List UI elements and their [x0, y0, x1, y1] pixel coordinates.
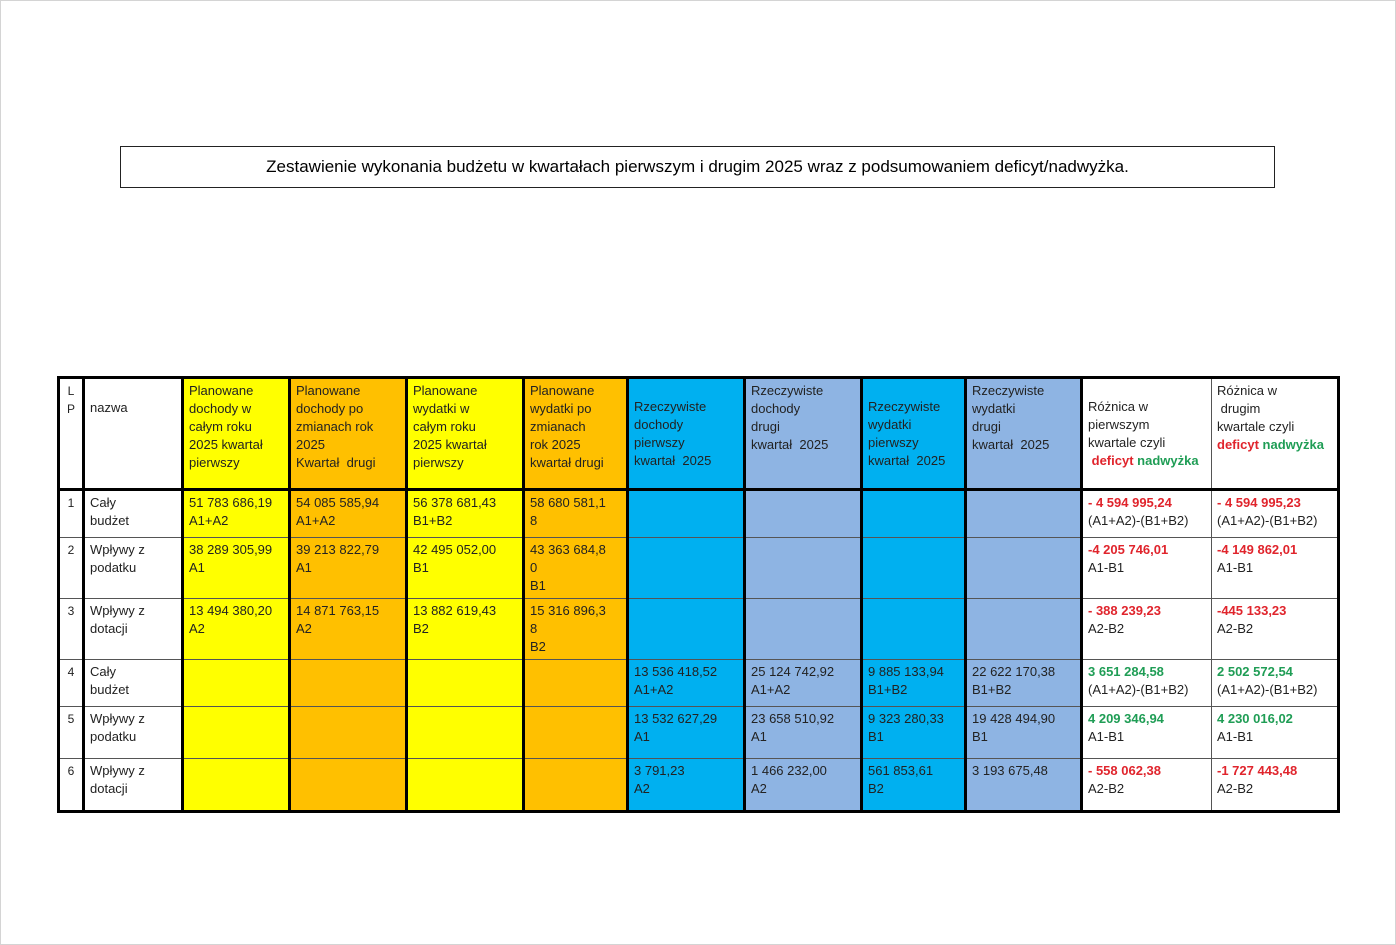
cell-actual-expenses-q1 — [862, 599, 966, 660]
cell-text: 8 — [530, 513, 538, 528]
header-line: całym roku — [413, 419, 476, 434]
cell-text: 13 882 619,43 — [413, 603, 497, 618]
row-name — [84, 660, 183, 707]
header-actual-expenses-q1 — [862, 378, 966, 490]
cell-difference-q1 — [1082, 538, 1212, 599]
cell-text: 3 791,23 — [634, 763, 685, 778]
cell-planned-income-q1 — [183, 707, 290, 759]
row-number — [59, 599, 84, 660]
header-planned-income-q2 — [290, 378, 407, 490]
header-line: Rzeczywiste — [972, 383, 1045, 398]
cell-text: B1 — [413, 560, 429, 575]
header-actual-expenses-q2 — [966, 378, 1082, 490]
cell-text: A1+A2 — [296, 513, 336, 528]
header-line: kwartał 2025 — [634, 452, 712, 468]
cell-actual-expenses-q1 — [862, 660, 966, 707]
cell-actual-expenses-q1 — [862, 707, 966, 759]
cell-difference-q2 — [1212, 490, 1339, 538]
cell-text: 54 085 585,94 — [296, 495, 380, 510]
header-nazwa: nazwa — [84, 378, 183, 490]
header-line: rok 2025 — [530, 437, 581, 452]
cell-text: 58 680 581,1 — [530, 495, 606, 510]
table-row — [59, 538, 1339, 599]
cell-difference-q1 — [1082, 707, 1212, 759]
cell-text: 4 — [67, 665, 75, 679]
cell-text: B1 — [972, 729, 988, 744]
header-line: wydatki po — [530, 401, 592, 416]
cell-actual-expenses-q2 — [966, 707, 1082, 759]
row-number — [59, 538, 84, 599]
cell-text: 13 532 627,29 — [634, 711, 718, 726]
cell-text: 3 651 284,58 — [1088, 664, 1164, 679]
row-name — [84, 707, 183, 759]
cell-text: dotacji — [90, 621, 128, 636]
cell-actual-income-q1 — [628, 538, 745, 599]
header-line: Planowane — [530, 383, 595, 398]
cell-text: 14 871 763,15 — [296, 603, 380, 618]
cell-text: -4 205 746,01 — [1088, 542, 1169, 557]
cell-actual-expenses-q2 — [966, 599, 1082, 660]
cell-text: Wpływy z — [90, 763, 145, 778]
cell-text: 13 494 380,20 — [189, 603, 273, 618]
cell-text: (A1+A2)-(B1+B2) — [1217, 513, 1318, 528]
header-line: Kwartał drugi — [296, 455, 376, 470]
header-line: drugi — [972, 419, 1001, 434]
cell-text: Wpływy z — [90, 711, 145, 726]
cell-actual-expenses-q2 — [966, 660, 1082, 707]
cell-text: dotacji — [90, 781, 128, 796]
cell-text: 2 502 572,54 — [1217, 664, 1293, 679]
cell-difference-q2 — [1212, 759, 1339, 812]
cell-text: 19 428 494,90 — [972, 711, 1056, 726]
row-number — [59, 707, 84, 759]
cell-text: A1-B1 — [1088, 729, 1125, 744]
cell-planned-expenses-q2 — [524, 759, 628, 812]
cell-text: A2 — [189, 621, 205, 636]
cell-planned-expenses-q2 — [524, 660, 628, 707]
cell-text: 23 658 510,92 — [751, 711, 835, 726]
cell-text: budżet — [90, 682, 130, 697]
cell-text: podatku — [90, 560, 137, 575]
header-line: dochody — [634, 416, 684, 432]
cell-text: Cały — [90, 495, 117, 510]
header-line: pierwszy — [413, 455, 464, 470]
cell-difference-q2 — [1212, 660, 1339, 707]
cell-actual-expenses-q2 — [966, 759, 1082, 812]
cell-planned-expenses-q2 — [524, 599, 628, 660]
cell-text: 0 — [530, 560, 538, 575]
header-planned-income-q1 — [183, 378, 290, 490]
header-line: Planowane — [189, 383, 254, 398]
cell-text: - 4 594 995,23 — [1217, 495, 1301, 510]
cell-text: A1-B1 — [1217, 560, 1254, 575]
row-number — [59, 759, 84, 812]
header-difference-q2: Różnica w drugim kwartale czyli deficyt nadwyżka — [1212, 378, 1339, 490]
cell-text: B2 — [530, 639, 546, 654]
header-line: kwartał 2025 — [751, 437, 829, 452]
cell-text: 43 363 684,8 — [530, 542, 606, 557]
cell-actual-expenses-q2 — [966, 490, 1082, 538]
cell-actual-income-q2 — [745, 490, 862, 538]
cell-difference-q1 — [1082, 599, 1212, 660]
row-name — [84, 759, 183, 812]
header-actual-income-q2 — [745, 378, 862, 490]
header-line: kwartał 2025 — [972, 437, 1050, 452]
header-line: kwartał drugi — [530, 455, 604, 470]
cell-text: 22 622 170,38 — [972, 664, 1056, 679]
cell-actual-expenses-q1 — [862, 490, 966, 538]
cell-planned-expenses-q1 — [407, 538, 524, 599]
cell-planned-expenses-q1 — [407, 490, 524, 538]
cell-planned-income-q1 — [183, 660, 290, 707]
cell-text: B1+B2 — [413, 513, 453, 528]
header-planned-expenses-q2 — [524, 378, 628, 490]
cell-planned-income-q1 — [183, 490, 290, 538]
cell-text: A1 — [296, 560, 312, 575]
surplus-label: nadwyżka — [1137, 452, 1199, 468]
cell-text: 15 316 896,3 — [530, 603, 606, 618]
cell-text: A2-B2 — [1217, 621, 1254, 636]
table-row — [59, 660, 1339, 707]
cell-text: B1+B2 — [868, 682, 908, 697]
table-row — [59, 759, 1339, 812]
cell-planned-expenses-q1 — [407, 707, 524, 759]
cell-text: A1-B1 — [1217, 729, 1254, 744]
cell-text: 561 853,61 — [868, 763, 934, 778]
budget-table-container — [57, 376, 1340, 813]
header-difference-q1: Różnica w pierwszym kwartale czyli deficyt nadwyżka — [1082, 378, 1212, 490]
cell-actual-expenses-q2 — [966, 538, 1082, 599]
header-line: pierwszy — [634, 434, 685, 450]
cell-text: -445 133,23 — [1217, 603, 1287, 618]
cell-text: (A1+A2)-(B1+B2) — [1088, 682, 1189, 697]
header-line: Rzeczywiste — [868, 398, 941, 414]
cell-planned-expenses-q1 — [407, 660, 524, 707]
cell-text: A1+A2 — [634, 682, 674, 697]
cell-text: 4 230 016,02 — [1217, 711, 1293, 726]
cell-actual-income-q1 — [628, 660, 745, 707]
cell-planned-income-q1 — [183, 759, 290, 812]
cell-text: A1-B1 — [1088, 560, 1125, 575]
header-line: dochody — [751, 401, 801, 416]
cell-text: Wpływy z — [90, 603, 145, 618]
cell-difference-q1 — [1082, 759, 1212, 812]
cell-text: A2-B2 — [1088, 621, 1125, 636]
cell-planned-income-q2 — [290, 707, 407, 759]
cell-text: - 558 062,38 — [1088, 763, 1162, 778]
cell-planned-income-q1 — [183, 538, 290, 599]
header-line: wydatki — [868, 416, 912, 432]
header-line: Planowane — [413, 383, 478, 398]
header-line: zmianach rok — [296, 419, 374, 434]
cell-text: 6 — [67, 764, 75, 778]
table-row — [59, 707, 1339, 759]
cell-text: Wpływy z — [90, 542, 145, 557]
cell-difference-q2 — [1212, 538, 1339, 599]
header-line: kwartał 2025 — [868, 452, 946, 468]
cell-text: 3 193 675,48 — [972, 763, 1048, 778]
cell-planned-income-q2 — [290, 538, 407, 599]
cell-text: B2 — [413, 621, 429, 636]
cell-text: B1 — [530, 578, 546, 593]
cell-planned-income-q2 — [290, 490, 407, 538]
cell-planned-income-q2 — [290, 759, 407, 812]
cell-text: (A1+A2)-(B1+B2) — [1088, 513, 1189, 528]
row-name — [84, 599, 183, 660]
header-line: wydatki w — [413, 401, 470, 416]
cell-text: 51 783 686,19 — [189, 495, 273, 510]
header-line: Rzeczywiste — [751, 383, 824, 398]
cell-text: A2 — [296, 621, 312, 636]
cell-text: podatku — [90, 729, 137, 744]
cell-text: -1 727 443,48 — [1217, 763, 1298, 778]
row-name — [84, 538, 183, 599]
header-line: 2025 — [296, 437, 325, 452]
cell-text: B1 — [868, 729, 884, 744]
cell-text: -4 149 862,01 — [1217, 542, 1298, 557]
row-name — [84, 490, 183, 538]
cell-text: 42 495 052,00 — [413, 542, 497, 557]
cell-text: 56 378 681,43 — [413, 495, 497, 510]
cell-text: 3 — [67, 604, 75, 618]
cell-actual-income-q2 — [745, 707, 862, 759]
cell-text: A1 — [751, 729, 767, 744]
cell-actual-expenses-q1 — [862, 538, 966, 599]
cell-actual-income-q2 — [745, 660, 862, 707]
cell-planned-expenses-q2 — [524, 490, 628, 538]
deficit-label: deficyt — [1091, 452, 1134, 468]
cell-actual-income-q2 — [745, 599, 862, 660]
cell-difference-q1 — [1082, 490, 1212, 538]
header-line: drugi — [751, 419, 780, 434]
cell-actual-income-q1 — [628, 759, 745, 812]
cell-difference-q2 — [1212, 707, 1339, 759]
row-number — [59, 660, 84, 707]
cell-text: 1 466 232,00 — [751, 763, 827, 778]
header-line: 2025 kwartał — [189, 437, 263, 452]
cell-actual-income-q1 — [628, 490, 745, 538]
cell-planned-income-q1 — [183, 599, 290, 660]
cell-text: 38 289 305,99 — [189, 542, 273, 557]
table-row — [59, 599, 1339, 660]
cell-planned-expenses-q1 — [407, 759, 524, 812]
cell-text: 8 — [530, 621, 538, 636]
cell-actual-income-q1 — [628, 599, 745, 660]
cell-difference-q2 — [1212, 599, 1339, 660]
cell-text: B1+B2 — [972, 682, 1012, 697]
cell-actual-expenses-q1 — [862, 759, 966, 812]
table-row — [59, 490, 1339, 538]
header-planned-expenses-q1 — [407, 378, 524, 490]
cell-text: (A1+A2)-(B1+B2) — [1217, 682, 1318, 697]
header-actual-income-q1 — [628, 378, 745, 490]
deficit-label: deficyt — [1217, 437, 1259, 452]
cell-planned-income-q2 — [290, 599, 407, 660]
header-line: dochody po — [296, 401, 364, 416]
surplus-label: nadwyżka — [1262, 437, 1324, 452]
header-line: pierwszy — [868, 434, 919, 450]
cell-text: 39 213 822,79 — [296, 542, 380, 557]
page-title-text: Zestawienie wykonania budżetu w kwartałach pierwszym i drugim 2025 wraz z podsumowaniem deficyt/nadwyżka. — [266, 157, 1129, 176]
cell-text: 25 124 742,92 — [751, 664, 835, 679]
cell-text: 5 — [67, 712, 75, 726]
header-lp: L P — [59, 378, 84, 490]
cell-text: A1 — [634, 729, 650, 744]
cell-actual-income-q2 — [745, 538, 862, 599]
cell-text: A2-B2 — [1217, 781, 1254, 796]
cell-difference-q1 — [1082, 660, 1212, 707]
cell-text: 13 536 418,52 — [634, 664, 718, 679]
header-line: 2025 kwartał — [413, 437, 487, 452]
cell-text: Cały — [90, 664, 117, 679]
cell-planned-expenses-q1 — [407, 599, 524, 660]
header-line: całym roku — [189, 419, 252, 434]
row-number — [59, 490, 84, 538]
cell-text: 2 — [67, 543, 75, 557]
cell-text: B2 — [868, 781, 884, 796]
cell-text: A1+A2 — [189, 513, 229, 528]
cell-actual-income-q1 — [628, 707, 745, 759]
cell-text: A2 — [634, 781, 650, 796]
cell-planned-income-q2 — [290, 660, 407, 707]
budget-table — [57, 376, 1340, 813]
header-line: Rzeczywiste — [634, 398, 707, 414]
cell-text: - 388 239,23 — [1088, 603, 1162, 618]
header-line: pierwszy — [189, 455, 240, 470]
header-line: Planowane — [296, 383, 361, 398]
cell-text: 9 885 133,94 — [868, 664, 944, 679]
header-line: dochody w — [189, 401, 252, 416]
cell-actual-income-q2 — [745, 759, 862, 812]
cell-text: - 4 594 995,24 — [1088, 495, 1172, 510]
cell-text: A2 — [751, 781, 767, 796]
cell-text: A1 — [189, 560, 205, 575]
cell-planned-expenses-q2 — [524, 707, 628, 759]
cell-planned-expenses-q2 — [524, 538, 628, 599]
cell-text: A1+A2 — [751, 682, 791, 697]
cell-text: 1 — [67, 496, 75, 510]
page-title — [120, 146, 1275, 188]
cell-text: 9 323 280,33 — [868, 711, 944, 726]
header-line: wydatki — [972, 401, 1016, 416]
table-header-row — [59, 378, 1339, 490]
header-line: zmianach — [530, 419, 586, 434]
cell-text: budżet — [90, 513, 130, 528]
cell-text: 4 209 346,94 — [1088, 711, 1164, 726]
cell-text: A2-B2 — [1088, 781, 1125, 796]
